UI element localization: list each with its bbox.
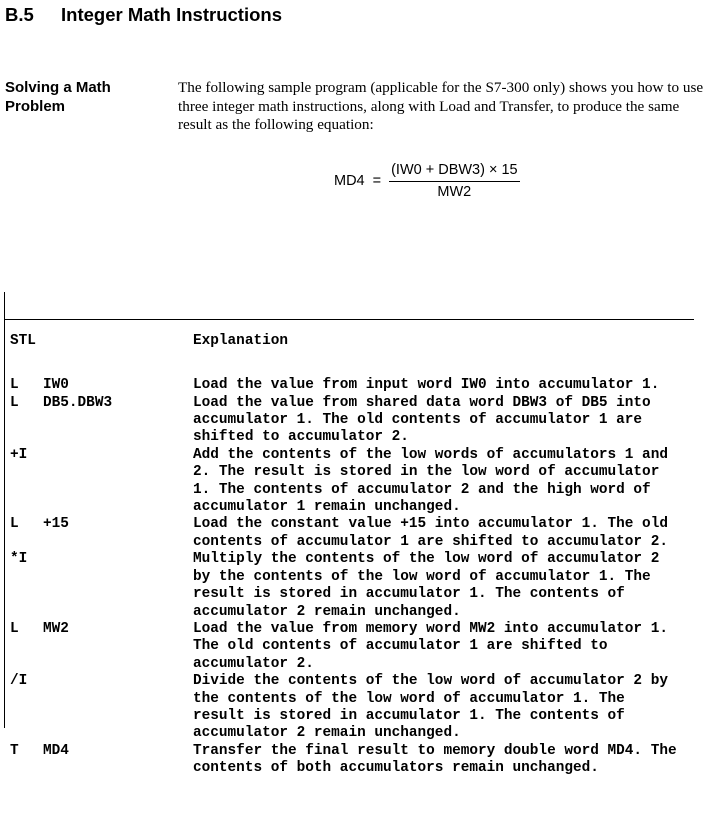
explanation-cell: [193, 621, 668, 673]
header-explanation: Explanation: [193, 332, 288, 349]
stl-op: +I: [10, 446, 28, 463]
table-row: [0, 447, 719, 517]
section-number: B.5: [5, 4, 34, 25]
explanation-line: Transfer the final result to memory double word MD4. The: [193, 742, 677, 759]
explanation-line: 2. The result is stored in the low word of accumulator: [193, 464, 660, 481]
table-row: [0, 621, 719, 673]
table-row: [0, 551, 719, 621]
equation-equals: =: [372, 173, 382, 189]
stl-operand: MW2: [43, 620, 69, 637]
explanation-line: Load the value from input word IW0 into accumulator 1.: [193, 377, 660, 394]
section-heading: [5, 4, 282, 26]
explanation-line: 1. The contents of accumulator 2 and the high word of: [193, 481, 651, 498]
explanation-line: The old contents of accumulator 1 are shifted to: [193, 638, 608, 655]
equation-lhs: MD4: [334, 173, 365, 189]
equation-denominator: MW2: [437, 184, 472, 200]
explanation-line: accumulator 2 remain unchanged.: [193, 603, 461, 620]
explanation-cell: [193, 447, 668, 517]
explanation-line: Load the value from shared data word DBW3 of DB5 into: [193, 394, 651, 411]
equation-numerator: (IW0 + DBW3) × 15: [389, 162, 520, 182]
table-row: [0, 377, 719, 394]
stl-operand: IW0: [43, 377, 69, 394]
explanation-line: Divide the contents of the low word of accumulator 2 by: [193, 673, 668, 690]
stl-op: L: [10, 516, 19, 533]
explanation-line: accumulator 1. The old contents of accumulator 1 are: [193, 412, 643, 429]
explanation-line: Load the value from memory word MW2 into accumulator 1.: [193, 620, 668, 637]
stl-operand: MD4: [43, 742, 69, 759]
explanation-line: accumulator 2 remain unchanged.: [193, 725, 461, 742]
explanation-line: Add the contents of the low words of accumulators 1 and: [193, 446, 668, 463]
equation-fraction: [389, 162, 520, 201]
explanation-line: shifted to accumulator 2.: [193, 429, 409, 446]
table-header: [0, 333, 719, 360]
explanation-line: contents of both accumulators remain unchanged.: [193, 760, 599, 777]
explanation-line: Multiply the contents of the low word of accumulator 2: [193, 551, 660, 568]
explanation-cell: [193, 395, 651, 447]
table-row: [0, 743, 719, 778]
stl-op: L: [10, 620, 19, 637]
explanation-line: by the contents of the low word of accumulator 1. The: [193, 568, 651, 585]
explanation-cell: [193, 377, 659, 394]
explanation-cell: [193, 743, 677, 778]
stl-op: *I: [10, 551, 28, 568]
table-row: [0, 395, 719, 447]
explanation-line: contents of accumulator 1 are shifted to accumulator 2.: [193, 533, 668, 550]
table-row: [0, 673, 719, 743]
table-row: [0, 516, 719, 551]
stl-op: /I: [10, 673, 28, 690]
stl-op: T: [10, 742, 19, 759]
explanation-line: Load the constant value +15 into accumulator 1. The old: [193, 516, 668, 533]
intro-paragraph: The following sample program (applicable for the S7-300 only) shows you how to use three integer math instructions, along with Load and Transfer, to produce the same result as the following equation:: [178, 79, 704, 133]
explanation-line: accumulator 2.: [193, 655, 314, 672]
explanation-cell: [193, 551, 659, 621]
stl-op: L: [10, 377, 19, 394]
explanation-cell: [193, 516, 668, 551]
side-heading: Solving a Math Problem: [5, 79, 111, 115]
explanation-line: the contents of the low word of accumulator 1. The: [193, 690, 625, 707]
explanation-line: accumulator 1 remain unchanged.: [193, 499, 461, 516]
equation: [334, 162, 520, 201]
explanation-line: result is stored in accumulator 1. The contents of: [193, 707, 625, 724]
explanation-cell: [193, 673, 668, 743]
explanation-line: result is stored in accumulator 1. The contents of: [193, 586, 625, 603]
stl-op: L: [10, 394, 19, 411]
stl-operand: +15: [43, 516, 69, 533]
section-title: Integer Math Instructions: [61, 4, 282, 25]
stl-operand: DB5.DBW3: [43, 394, 113, 411]
header-stl: STL: [10, 332, 36, 349]
stl-table: [0, 298, 719, 778]
